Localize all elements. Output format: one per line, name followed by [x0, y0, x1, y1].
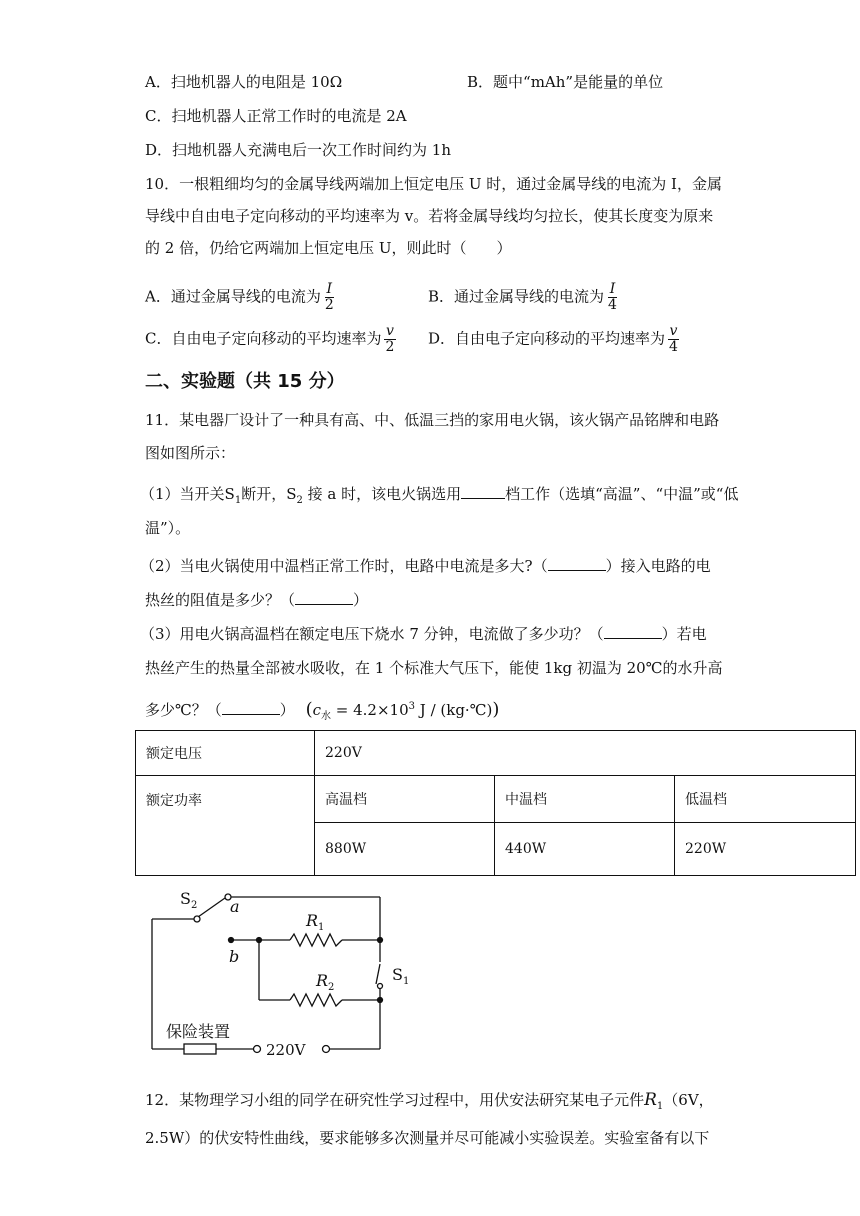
q10-option-a-text: A．通过金属导线的电流为	[145, 287, 321, 306]
supply-terminal-right	[323, 1046, 330, 1053]
table-header-cell: 中温档	[495, 776, 675, 823]
q11-part-3-final	[145, 697, 499, 727]
specific-heat-formula: (	[305, 699, 313, 720]
formula-close: )	[492, 699, 500, 720]
q11-part-2-text-d: ）	[353, 591, 369, 609]
resistor-r1	[290, 934, 342, 946]
q12-line-1-text-a: 12．某物理学习小组的同学在研究性学习过程中，用伏安法研究某电子元件	[145, 1091, 645, 1109]
fraction-numerator: I	[326, 281, 333, 297]
s1-switch-blade	[376, 964, 380, 984]
s2-switch-blade	[198, 898, 225, 917]
answer-blank[interactable]	[604, 624, 662, 639]
supply-terminal-left	[254, 1046, 261, 1053]
formula-c: c	[312, 701, 322, 719]
q12-line-1-text-b: （6V，	[663, 1091, 714, 1109]
q9-option-d: D．扫地机器人充满电后一次工作时间约为 1h	[145, 141, 452, 159]
product-spec-table	[135, 730, 856, 876]
q10-option-a-fraction	[323, 282, 336, 313]
label-a: a	[230, 897, 240, 916]
table-cell: 220W	[675, 823, 856, 876]
rated-voltage-label: 额定电压	[136, 731, 315, 776]
table-cell: 880W	[315, 823, 495, 876]
s1-terminal	[378, 984, 383, 989]
q11-part-3-text-a: （3）用电火锅高温档在额定电压下烧水 7 分钟，电流做了多少功？（	[140, 625, 604, 643]
rated-power-label: 额定功率	[136, 776, 315, 876]
table-row	[136, 731, 856, 776]
rated-voltage-value: 220V	[315, 731, 856, 776]
label-b: b	[229, 947, 240, 966]
formula-equals: = 4.2×10	[331, 701, 409, 719]
q10-option-d	[428, 324, 682, 355]
q10-option-b-fraction	[606, 282, 619, 313]
label-s1: $S_1$	[392, 965, 410, 987]
label-voltage: 220V	[266, 1041, 306, 1059]
answer-blank[interactable]	[461, 484, 505, 499]
superscript: 3	[408, 701, 416, 712]
q11-line-2: 图如图所示：	[145, 444, 236, 462]
q10-option-b-text: B．通过金属导线的电流为	[428, 287, 605, 306]
fraction-numerator: I	[609, 281, 616, 297]
table-cell: 440W	[495, 823, 675, 876]
table-header-cell: 高温档	[315, 776, 495, 823]
q11-part-3	[140, 624, 707, 644]
table-row	[136, 776, 856, 823]
fuse	[184, 1044, 216, 1054]
q10-line-2: 导线中自由电子定向移动的平均速率为 v。若将金属导线均匀拉长，使其长度变为原来	[145, 207, 714, 225]
q9-option-a: A．扫地机器人的电阻是 10Ω	[145, 73, 343, 91]
q11-line-1: 11．某电器厂设计了一种具有高、中、低温三挡的家用电火锅，该火锅产品铭牌和电路	[145, 411, 720, 429]
q10-option-d-fraction	[667, 324, 680, 355]
q12-line-2: 2.5W）的伏安特性曲线，要求能够多次测量并尽可能减小实验误差。实验室备有以下	[145, 1129, 710, 1147]
q11-part-3-text-d: 多少℃？（	[145, 701, 222, 719]
q10-option-c-fraction	[383, 324, 396, 355]
q11-part-2-cont	[145, 590, 368, 610]
section-heading: 二、实验题（共 15 分）	[145, 371, 345, 392]
answer-blank[interactable]	[295, 590, 353, 605]
fraction-denominator: 2	[324, 297, 334, 313]
q11-part-2-text-b: ）接入电路的电	[605, 557, 711, 575]
table-header-cell: 低温档	[675, 776, 856, 823]
q11-part-1-text-b: 断开，S	[241, 485, 297, 503]
q11-part-3-text-b: ）若电	[661, 625, 707, 643]
q11-part-1-text-a: （1）当开关S	[140, 485, 235, 503]
subscript: 1	[234, 495, 242, 506]
circuit-diagram	[140, 882, 410, 1062]
q10-option-b	[428, 282, 621, 313]
answer-blank[interactable]	[548, 556, 606, 571]
s2-pivot-terminal	[194, 916, 200, 922]
q11-part-1-text-c: 接 a 时，该电火锅选用	[302, 485, 462, 503]
resistor-r2	[290, 994, 342, 1006]
label-r2: $R_2$	[316, 971, 335, 993]
formula-unit: J / (kg·℃)	[415, 701, 493, 719]
q11-part-2	[140, 556, 711, 576]
q11-part-2-text-a: （2）当电火锅使用中温档正常工作时，电路中电流是多大?（	[140, 557, 548, 575]
q10-option-d-text: D．自由电子定向移动的平均速率为	[428, 329, 666, 348]
subscript: 2	[296, 495, 303, 506]
q12-component-r: R	[644, 1090, 657, 1110]
subscript: 水	[321, 711, 332, 722]
q9-option-b: B．题中“mAh”是能量的单位	[467, 73, 664, 91]
q11-part-1-text-d: 档工作（选填“高温”、“中温”或“低	[505, 485, 739, 503]
q11-part-2-text-c: 热丝的阻值是多少？（	[145, 591, 296, 609]
q11-part-3-cont: 热丝产生的热量全部被水吸收，在 1 个标准大气压下，能使 1kg 初温为 20℃的水升高	[145, 659, 723, 677]
q11-part-3-text-e: ）	[279, 701, 295, 719]
q12-line-1	[145, 1090, 714, 1117]
q10-line-1: 10．一根粗细均匀的金属导线两端加上恒定电压 U 时，通过金属导线的电流为 I，金属	[145, 175, 722, 193]
label-r1: $R_1$	[306, 911, 325, 933]
q11-part-1-cont: 温”）。	[145, 519, 191, 537]
fraction-denominator: 4	[669, 339, 678, 355]
fraction-denominator: 2	[385, 339, 395, 355]
q10-option-a	[145, 282, 338, 313]
fraction-numerator: v	[669, 323, 678, 339]
label-s2: $S_2$	[180, 889, 198, 911]
q11-part-1	[140, 484, 738, 511]
subscript: 1	[656, 1101, 664, 1112]
label-fuse: 保险装置	[166, 1022, 231, 1041]
q10-line-3: 的 2 倍，仍给它两端加上恒定电压 U，则此时（ ）	[145, 239, 512, 257]
fraction-denominator: 4	[608, 297, 617, 313]
answer-blank[interactable]	[222, 700, 280, 715]
q10-option-c	[145, 324, 398, 355]
q9-option-c: C．扫地机器人正常工作时的电流是 2A	[145, 107, 407, 125]
fraction-numerator: v	[385, 323, 394, 339]
q10-option-c-text: C．自由电子定向移动的平均速率为	[145, 329, 382, 348]
